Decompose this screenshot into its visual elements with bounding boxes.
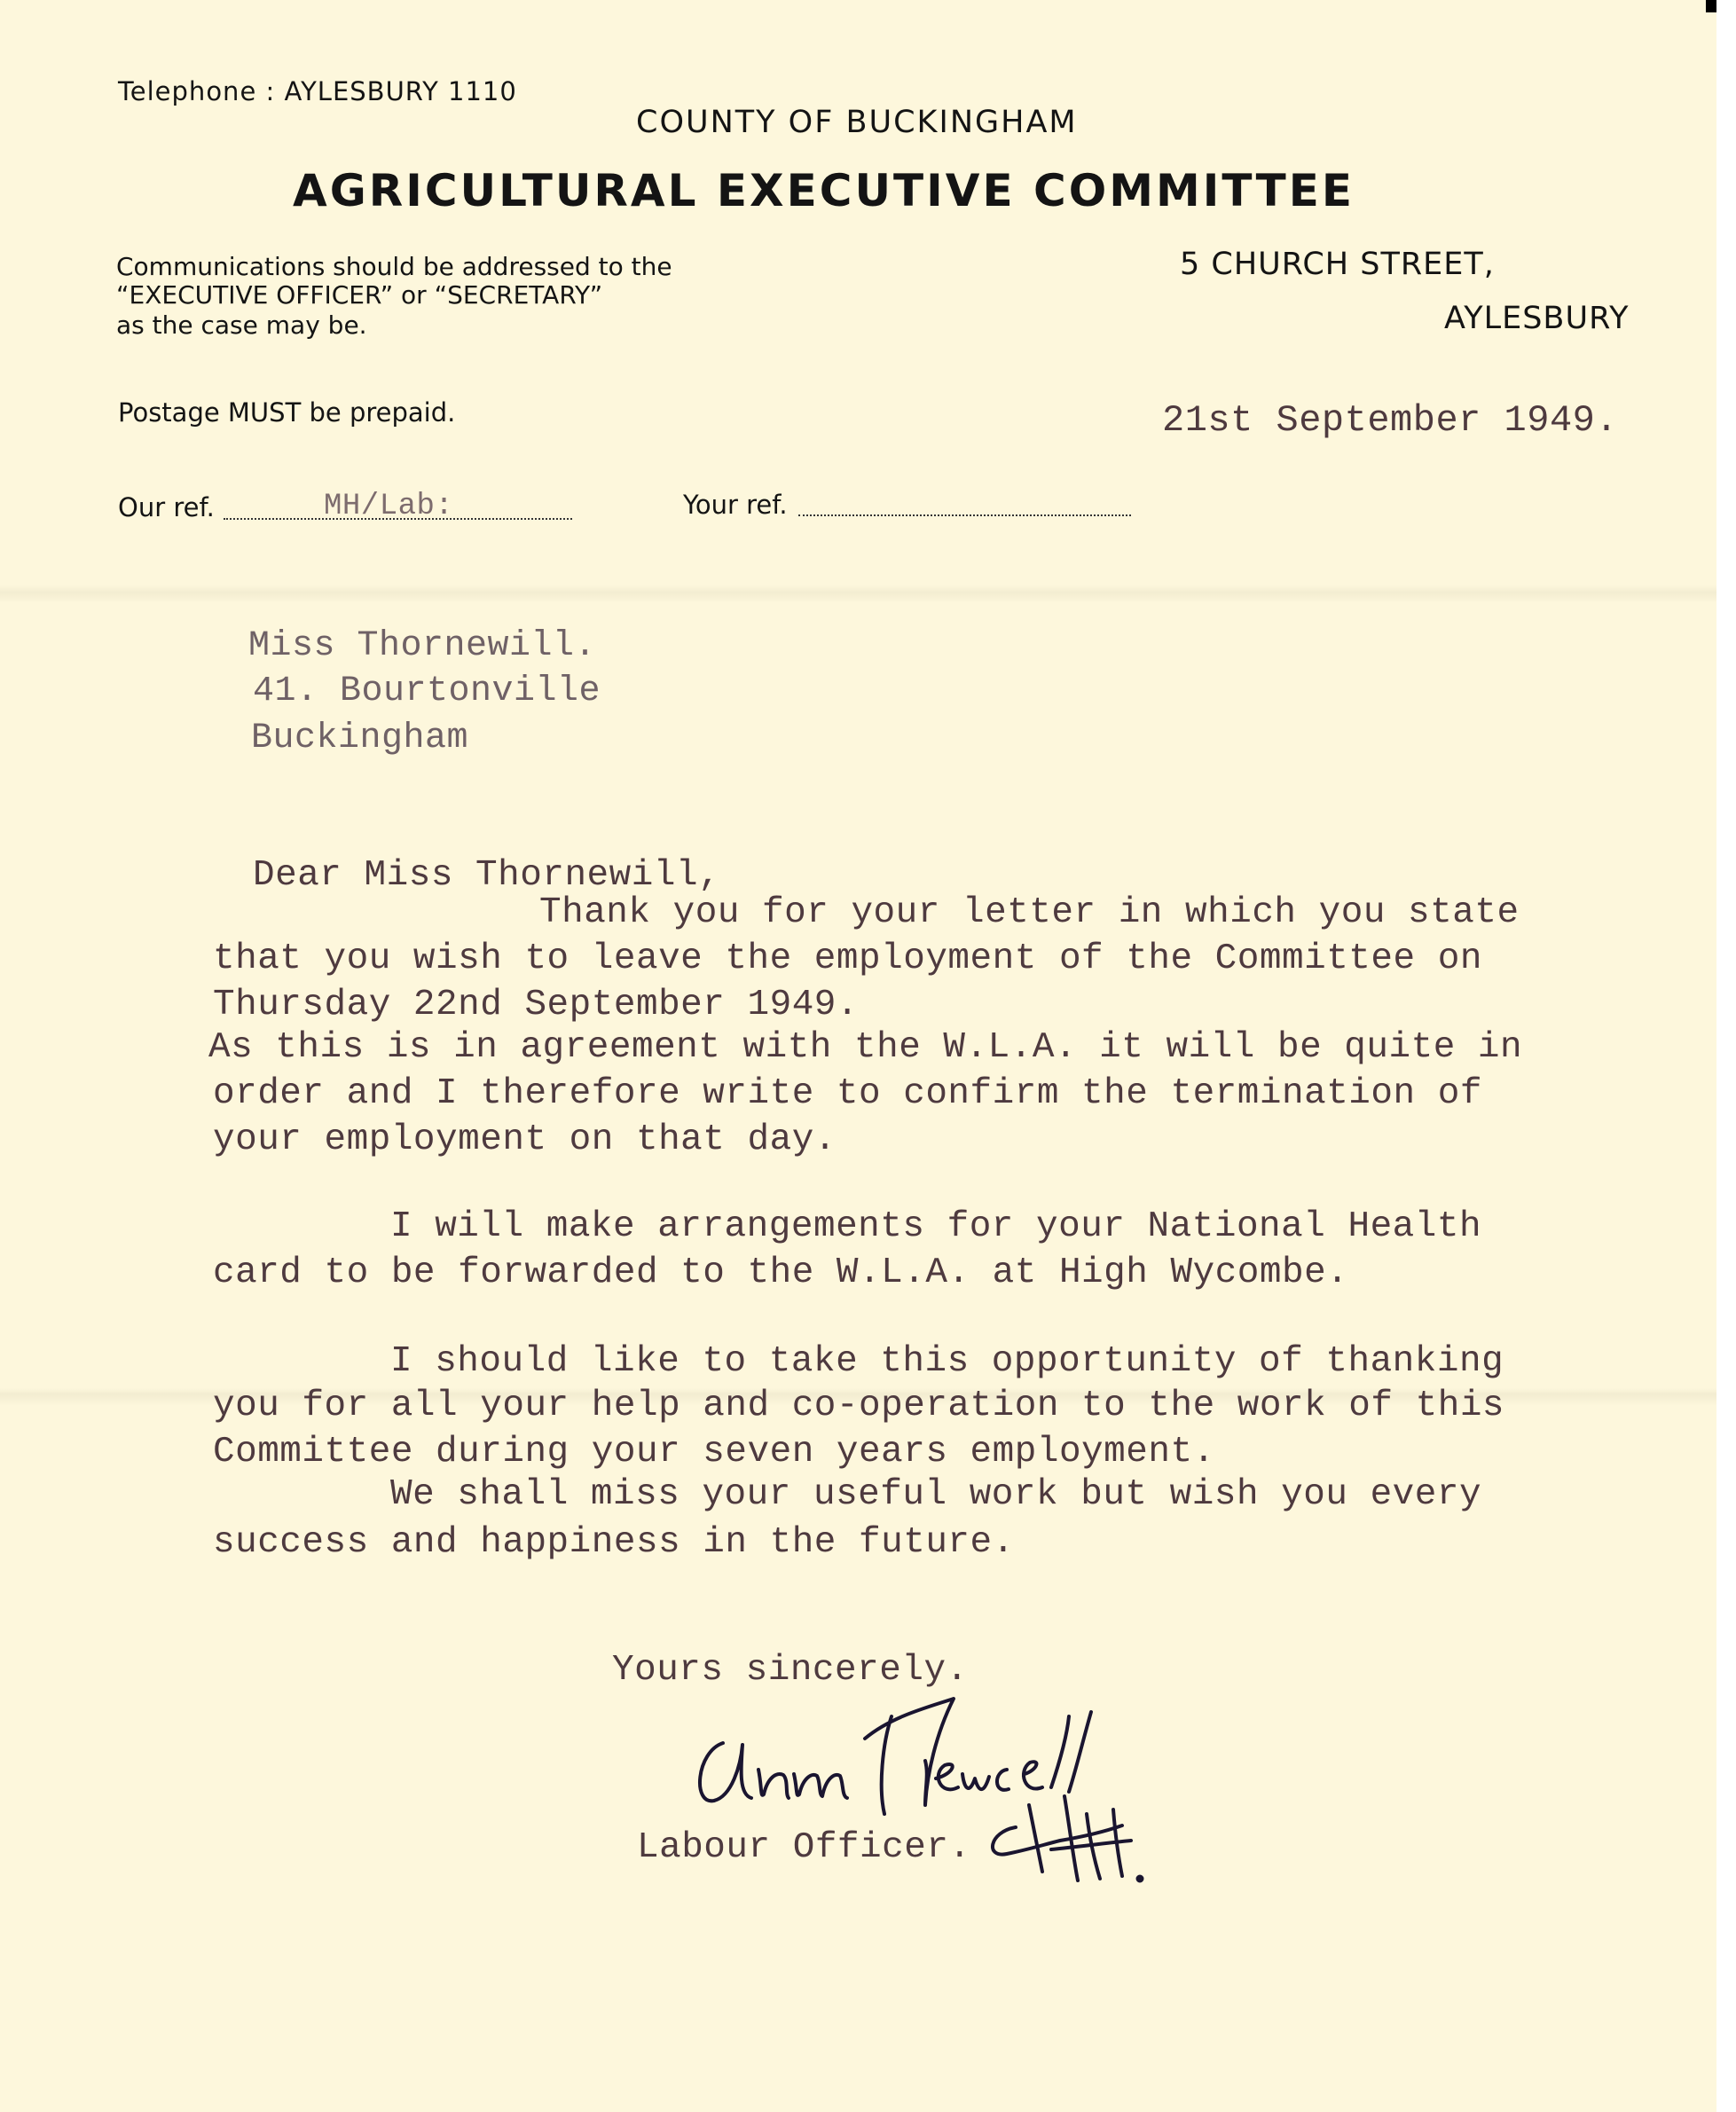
body-line: I will make arrangements for your National Health xyxy=(390,1206,1482,1247)
body-line: that you wish to leave the employment of the Committee on xyxy=(213,938,1482,979)
postage-notice: Postage MUST be prepaid. xyxy=(118,397,456,428)
body-line: your employment on that day. xyxy=(213,1119,837,1160)
body-line: As this is in agreement with the W.L.A. it will be quite in xyxy=(208,1027,1523,1068)
committee-heading: AGRICULTURAL EXECUTIVE COMMITTEE xyxy=(293,165,1355,216)
scan-edge-mark xyxy=(1706,0,1716,12)
communications-line-1: Communications should be addressed to the xyxy=(116,252,672,281)
body-line: you for all your help and co-operation to the work of this xyxy=(213,1386,1505,1426)
county-heading: COUNTY OF BUCKINGHAM xyxy=(636,105,1078,140)
body-line: Thank you for your letter in which you state xyxy=(539,892,1520,933)
address-street: 5 CHURCH STREET, xyxy=(1180,247,1495,282)
your-ref-label: Your ref. xyxy=(683,490,788,520)
telephone-line: Telephone : AYLESBURY 1110 xyxy=(118,76,517,106)
recipient-street: 41. Bourtonville xyxy=(253,671,601,711)
address-town: AYLESBURY xyxy=(1444,301,1630,336)
closing: Yours sincerely. xyxy=(612,1650,969,1691)
body-line: success and happiness in the future. xyxy=(213,1522,1015,1563)
body-line: Thursday 22nd September 1949. xyxy=(213,985,860,1025)
communications-line-2: “EXECUTIVE OFFICER” or “SECRETARY” xyxy=(116,280,603,310)
salutation: Dear Miss Thornewill, xyxy=(253,855,721,896)
body-line: card to be forwarded to the W.L.A. at High Wycombe. xyxy=(213,1252,1349,1293)
our-ref-value: MH/Lab: xyxy=(324,490,454,523)
body-line: I should like to take this opportunity of thanking xyxy=(390,1341,1504,1382)
letter-date: 21st September 1949. xyxy=(1162,399,1619,442)
recipient-town: Buckingham xyxy=(251,718,469,758)
our-ref-label: Our ref. xyxy=(118,492,215,522)
recipient-name: Miss Thornewill. xyxy=(248,626,597,666)
your-ref-dotted-line xyxy=(798,514,1131,516)
body-line: order and I therefore write to confirm the termination of xyxy=(213,1073,1482,1114)
handwritten-initials xyxy=(980,1792,1149,1889)
communications-line-3: as the case may be. xyxy=(116,310,367,340)
body-line: We shall miss your useful work but wish you every xyxy=(390,1474,1482,1515)
signatory-title: Labour Officer. xyxy=(637,1827,971,1868)
body-line: Committee during your seven years employment. xyxy=(213,1432,1215,1472)
